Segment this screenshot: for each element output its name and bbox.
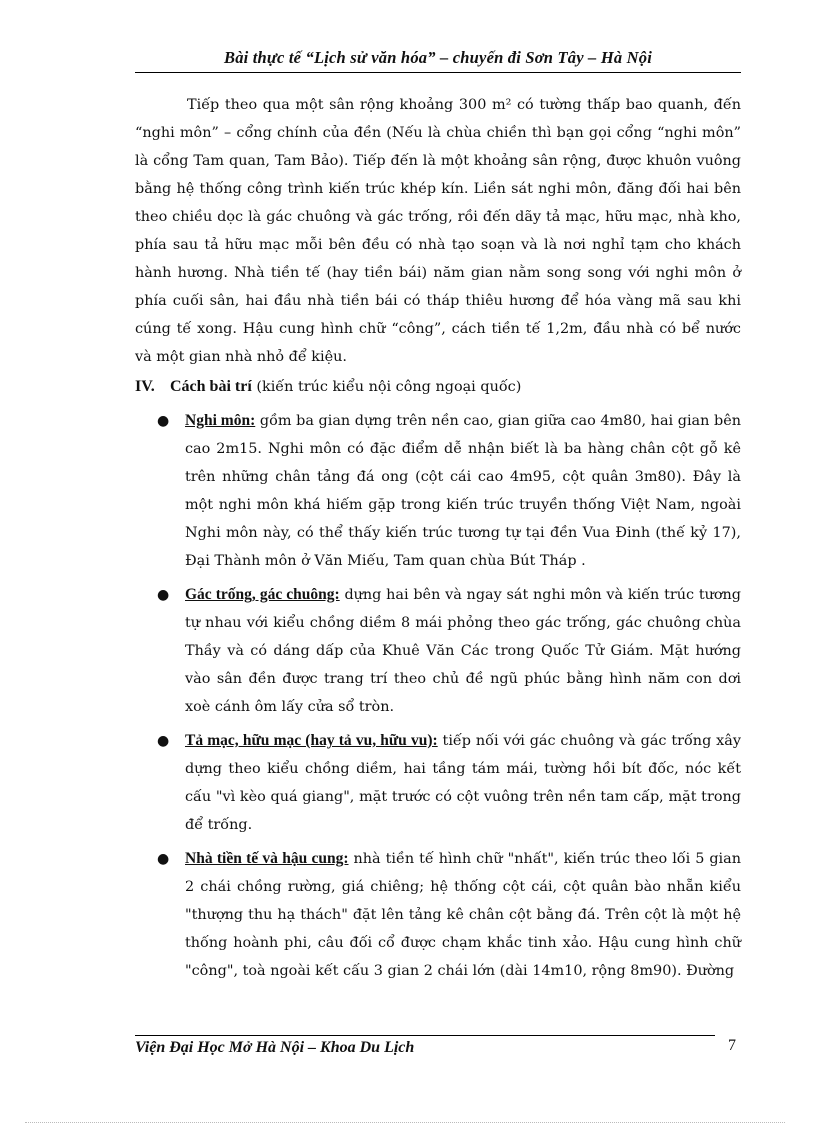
item-term: Nghi môn: [185, 412, 256, 429]
bullet-icon: ● [157, 587, 170, 603]
item-term: Tả mạc, hữu mạc (hay tả vu, hữu vu): [185, 732, 438, 749]
page-number: 7 [728, 1037, 736, 1054]
list-item [135, 727, 741, 839]
section-subtitle: (kiến trúc kiểu nội công ngoại quốc) [256, 379, 522, 395]
footer-rule [135, 1035, 715, 1036]
item-text: nhà tiền tế hình chữ "nhất", kiến trúc theo lối 5 gian 2 chái chồng rường, giá chiêng; hệ thống cột cái, cột quân bào nhẵn kiểu "thượng thu hạ thách" đặt lên tảng kê chân cột bằng đá. Trên cột là một hệ thống hoành phi, câu đối cổ được chạm khắc tinh xảo. Hậu cung hình chữ "công", toà ngoài kết cấu 3 gian 2 chái lớn (dài 14m10, rộng 8m90). Đường [185, 851, 741, 979]
bullet-icon: ● [157, 851, 170, 867]
section-number: IV. [135, 378, 155, 395]
page-body [135, 91, 741, 985]
header-rule [135, 72, 741, 73]
list-item [135, 581, 741, 721]
list-item [135, 407, 741, 575]
item-term: Nhà tiền tế và hậu cung: [185, 850, 349, 867]
footer-institution: Viện Đại Học Mở Hà Nội – Khoa Du Lịch [135, 1039, 415, 1056]
list-item [135, 845, 741, 985]
intro-paragraph: Tiếp theo qua một sân rộng khoảng 300 m² có tường thấp bao quanh, đến “nghi môn” – cổng chính của đền (Nếu là chùa chiền thì bạn gọi cổng “nghi môn” là cổng Tam quan, Tam Bảo). Tiếp đến là một khoảng sân rộng, được khuôn vuông bằng hệ thống công trình kiến trúc khép kín. Liền sát nghi môn, đăng đối hai bên theo chiều dọc là gác chuông và gác trống, rồi đến dãy tả mạc, hữu mạc, nhà kho, phía sau tả hữu mạc mỗi bên đều có nhà tạo soạn và là nơi nghỉ tạm cho khách hành hương. Nhà tiền tế (hay tiền bái) năm gian nằm song song với nghi môn ở phía cuối sân, hai đầu nhà tiền bái có tháp thiêu hương để hóa vàng mã sau khi cúng tế xong. Hậu cung hình chữ “công”, cách tiền tế 1,2m, đầu nhà có bể nước và một gian nhà nhỏ để kiệu. [135, 97, 741, 365]
page-header: Bài thực tế “Lịch sử văn hóa” – chuyến đi Sơn Tây – Hà Nội [224, 48, 652, 67]
bullet-icon: ● [157, 413, 170, 429]
item-text: dựng hai bên và ngay sát nghi môn và kiến trúc tương tự nhau với kiểu chồng diềm 8 mái phỏng theo gác trống, gác chuông chùa Thầy và có dáng dấp của Khuê Văn Các trong Quốc Tử Giám. Mặt hướng vào sân đền được trang trí theo chủ đề ngũ phúc bằng hình năm con dơi xoè cánh ôm lấy cửa sổ tròn. [185, 587, 742, 715]
item-text: gồm ba gian dựng trên nền cao, gian giữa cao 4m80, hai gian bên cao 2m15. Nghi môn có đặc điểm dễ nhận biết là ba hàng chân cột gỗ kê trên những chân tảng đá ong (cột cái cao 4m95, cột quân 3m80). Đây là một nghi môn khá hiếm gặp trong kiến trúc truyền thống Việt Nam, ngoài Nghi môn này, có thể thấy kiến trúc tương tự tại đền Vua Đinh (thế kỷ 17), Đại Thành môn ở Văn Miếu, Tam quan chùa Bút Tháp . [185, 413, 742, 569]
item-term: Gác trống, gác chuông: [185, 586, 340, 603]
item-text: tiếp nối với gác chuông và gác trống xây dựng theo kiểu chồng diềm, hai tầng tám mái, tường hồi bít đốc, nóc kết cấu "vì kèo quá giang", mặt trước có cột vuông trên nền tam cấp, mặt trong để trống. [185, 733, 741, 833]
section-title: Cách bài trí [170, 378, 252, 395]
item-list [135, 407, 741, 985]
bullet-icon: ● [157, 733, 170, 749]
section-heading [135, 373, 741, 401]
